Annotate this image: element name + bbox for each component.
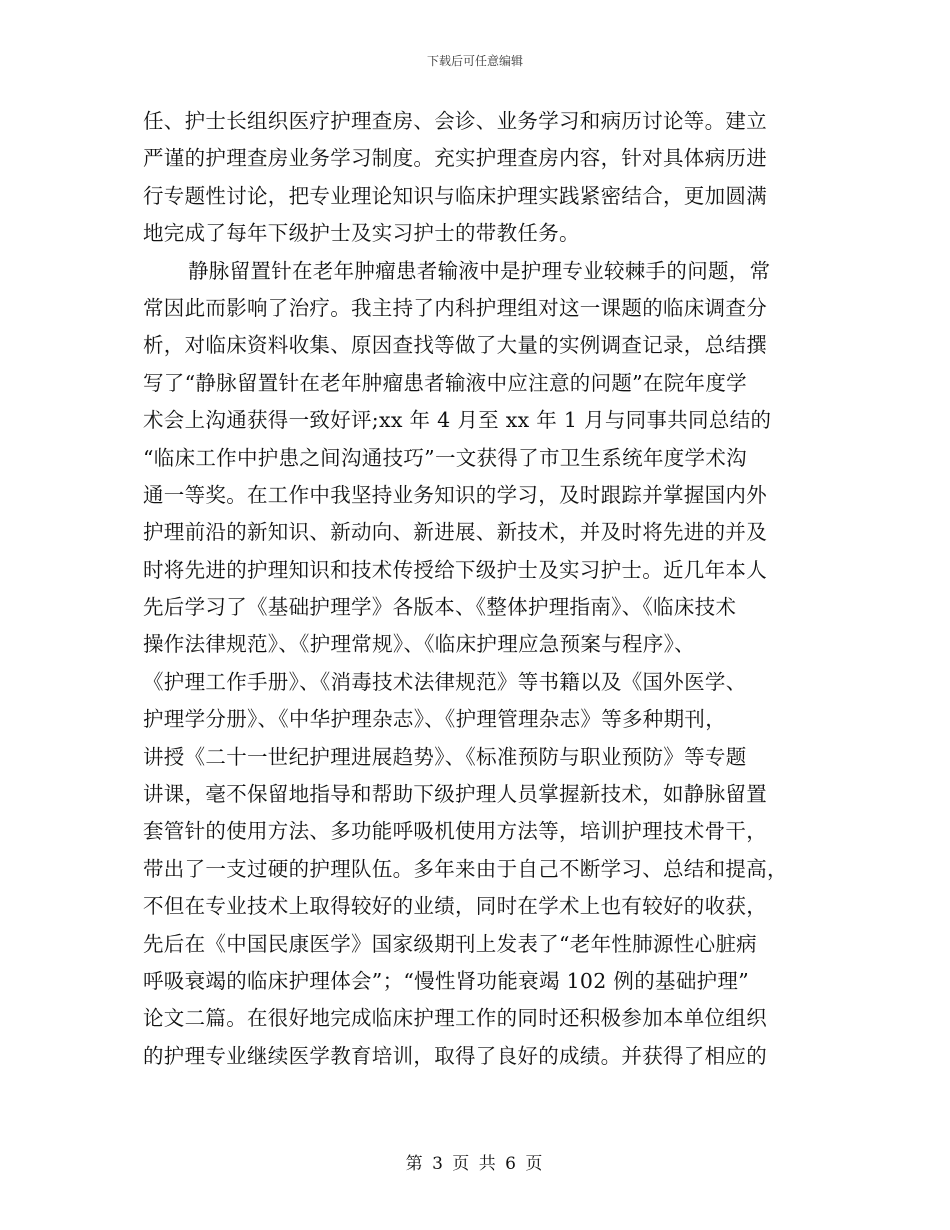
text-line: 写了“静脉留置针在老年肿瘤患者输液中应注意的问题”在院年度学 [143, 370, 747, 395]
text-line: 地完成了每年下级护士及实习护士的带教任务。 [143, 221, 580, 246]
text-line: 操作法律规范》、《护理常规》、《临床护理应急预案与程序》、 [143, 632, 695, 657]
text-line: 套管针的使用方法、多功能呼吸机使用方法等，培训护理技术骨干， [143, 819, 767, 844]
text-line: 先后学习了《基础护理学》各版本、《整体护理指南》、《临床技术 [143, 595, 737, 620]
page-header: 下载后可任意编辑 [426, 54, 523, 68]
text-line: 术会上沟通获得一致好评;xx 年 4 月至 xx 年 1 月与同事共同总结的 [143, 408, 772, 433]
text-line: 行专题性讨论，把专业理论知识与临床护理实践紧密结合，更加圆满 [143, 183, 767, 208]
text-line: 任、护士长组织医疗护理查房、会诊、业务学习和病历讨论等。建立 [143, 109, 767, 133]
text-line: 论文二篇。在很好地完成临床护理工作的同时还积极参加本单位组织 [143, 1006, 767, 1031]
text-line: 常因此而影响了治疗。我主持了内科护理组对这一课题的临床调查分 [143, 295, 767, 320]
text-line: 带出了一支过硬的护理队伍。多年来由于自己不断学习、总结和提高， [143, 856, 788, 881]
text-line: 护理前沿的新知识、新动向、新进展、新技术，并及时将先进的并及 [143, 520, 767, 545]
text-line: 护理学分册》、《中华护理杂志》、《护理管理杂志》等多种期刊， [143, 707, 726, 732]
text-line: 析，对临床资料收集、原因查找等做了大量的实例调查记录，总结撰 [143, 333, 767, 358]
text-line: 时将先进的护理知识和技术传授给下级护士及实习护士。近几年本人 [143, 557, 767, 582]
text-line: 《护理工作手册》、《消毒技术法律规范》等书籍以及《国外医学、 [143, 669, 747, 694]
text-line: 讲授《二十一世纪护理进展趋势》、《标准预防与职业预防》等专题 [143, 744, 747, 769]
page-number: 第 3 页 共 6 页 [405, 1154, 545, 1174]
paragraph-first-line: 静脉留置针在老年肿瘤患者输液中是护理专业较棘手的问题，常 [188, 258, 771, 283]
document-body [143, 103, 808, 1075]
text-line: 通一等奖。在工作中我坚持业务知识的学习，及时跟踪并掌握国内外 [143, 482, 767, 507]
text-line: 呼吸衰竭的临床护理体会”；“慢性肾功能衰竭 102 例的基础护理” [143, 968, 749, 993]
text-line: 不但在专业技术上取得较好的业绩，同时在学术上也有较好的收获， [143, 894, 767, 919]
text-line: 讲课，毫不保留地指导和帮助下级护理人员掌握新技术，如静脉留置 [143, 782, 767, 807]
text-line: “临床工作中护患之间沟通技巧”一文获得了市卫生系统年度学术沟 [143, 445, 747, 470]
text-line: 先后在《中国民康医学》国家级期刊上发表了“老年性肺源性心脏病 [143, 931, 757, 956]
text-line: 的护理专业继续医学教育培训，取得了良好的成绩。并获得了相应的 [143, 1043, 767, 1068]
text-line: 严谨的护理查房业务学习制度。充实护理查房内容，针对具体病历进 [143, 146, 767, 171]
